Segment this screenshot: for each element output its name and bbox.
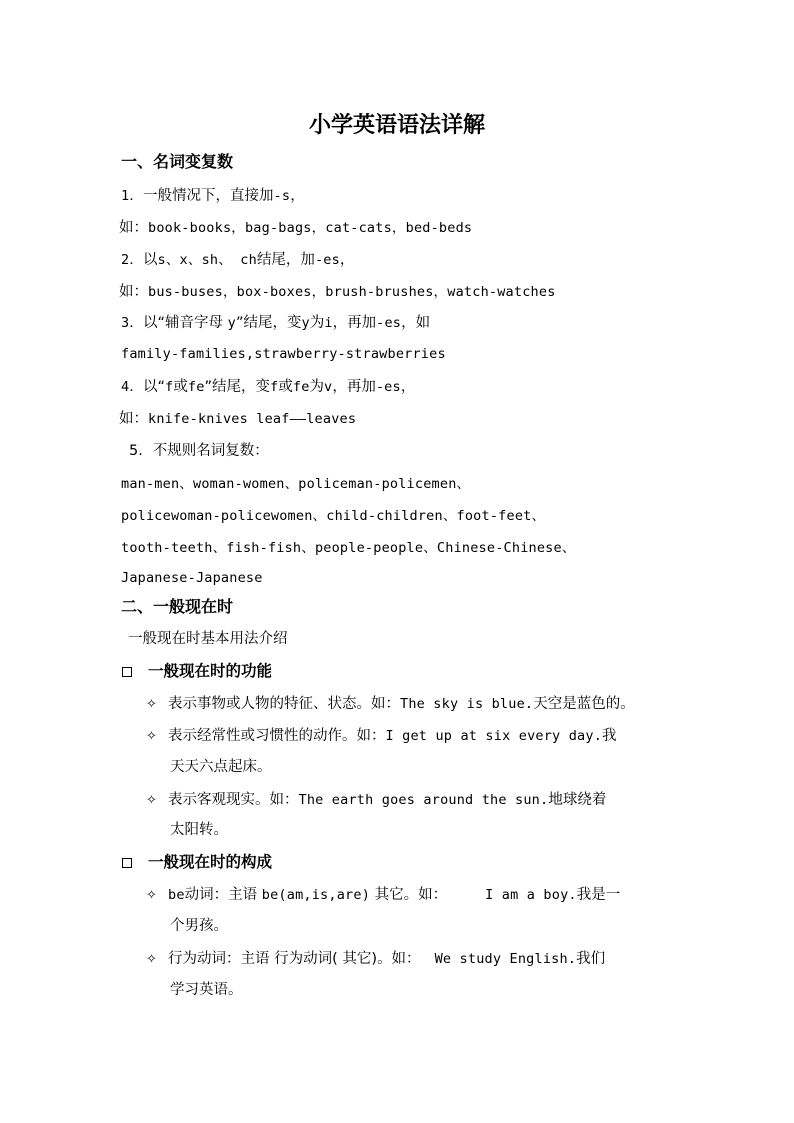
rule-4-e: ”结尾，变 — [204, 379, 271, 395]
form-item-2-a: 行为动词：主语 行为动词 — [168, 951, 333, 967]
rule-4-j: v — [324, 379, 333, 395]
rule-5-number: 5． — [129, 443, 153, 459]
rule-4-number: 4． — [121, 379, 144, 395]
function-item-3-text: 表示客观现实。如： — [168, 792, 299, 808]
document-title: 小学英语语法详解 — [308, 113, 485, 138]
rule-4-f: f — [270, 379, 279, 395]
function-item-2-continuation: 天天六点起床。 — [170, 759, 272, 775]
rule-5-text: 不规则名词复数： — [152, 443, 269, 459]
form-item-2-example: We study English. — [434, 951, 577, 967]
form-item-1-a: be — [168, 887, 185, 903]
form-item-2-continuation: 学习英语。 — [170, 982, 243, 998]
rule-1-example — [119, 218, 472, 238]
rule-3-e: 为 — [309, 315, 325, 331]
form-item-2-c: 其它 — [342, 951, 372, 967]
rule-2-text: 以 — [143, 252, 158, 268]
function-item-2-example: I get up at six every day. — [385, 728, 603, 744]
example-lead: 如： — [119, 411, 148, 427]
rule-2-suffix: -es — [314, 252, 340, 268]
form-item-1-example: I am a boy. — [485, 887, 577, 903]
rule-3-g: ，再加 — [332, 315, 377, 331]
function-item-2 — [146, 726, 617, 747]
rule-3-i: ，如 — [401, 315, 431, 331]
form-item-2-b: ( — [332, 951, 343, 967]
irregular-line: tooth-teeth、fish-fish、people-people、Chinese-Chinese、 — [121, 540, 576, 556]
example-words: knife-knives leaf——leaves — [148, 411, 357, 427]
diamond-bullet-icon: ✧ — [146, 793, 157, 808]
example-lead: 如： — [119, 220, 148, 236]
example-words: bus-buses，box-boxes，brush-brushes，watch-watches — [148, 284, 556, 300]
rule-4-i: 为 — [309, 379, 325, 395]
form-heading: 一般现在时的构成 — [148, 853, 273, 871]
section-1-heading: 一、名词变复数 — [121, 152, 234, 171]
rule-4-k: ，再加 — [332, 379, 376, 395]
function-heading: 一般现在时的功能 — [148, 662, 273, 680]
rule-3-d: y — [301, 315, 310, 331]
section-2-intro: 一般现在时基本用法介绍 — [128, 631, 288, 647]
rule-2-example — [119, 282, 556, 302]
rule-2 — [121, 250, 354, 270]
function-item-2-translation: 我 — [602, 728, 617, 744]
rule-4-c: 或 — [173, 379, 188, 395]
rule-3-f: i — [324, 315, 333, 331]
irregular-line: Japanese-Japanese — [121, 570, 263, 586]
irregular-line: man-men、woman-women、policeman-policemen、 — [121, 476, 471, 492]
form-item-1-d: 其它。如： — [370, 887, 448, 903]
section-2-heading: 二、一般现在时 — [121, 597, 234, 616]
rule-4-b: f — [165, 379, 174, 395]
irregular-line: policewoman-policewomen、child-children、foot-feet、 — [121, 508, 546, 524]
diamond-bullet-icon: ✧ — [146, 697, 157, 712]
form-item-1-continuation: 个男孩。 — [170, 918, 228, 934]
rule-3-number: 3． — [121, 315, 144, 331]
function-item-3-translation: 地球绕着 — [548, 792, 607, 808]
form-item-2 — [146, 949, 605, 970]
rule-1-number: 1． — [121, 188, 144, 204]
diamond-bullet-icon: ✧ — [146, 952, 157, 967]
form-item-1-b: 动词：主语 — [184, 887, 262, 903]
form-item-1 — [146, 885, 620, 906]
rule-3-b: y — [227, 315, 236, 331]
rule-2-tail: ， — [339, 252, 355, 268]
rule-4-d: fe — [187, 379, 205, 395]
rule-1-tail: ， — [290, 188, 305, 204]
rule-2-letters: s、x、sh、 ch — [157, 252, 257, 268]
form-item-1-translation: 我是一 — [576, 887, 621, 903]
rule-4-h: fe — [292, 379, 310, 395]
rule-1 — [121, 186, 305, 206]
form-heading-row — [122, 852, 272, 873]
checkbox-bullet-icon — [122, 858, 132, 868]
form-item-2-d: ) — [371, 951, 378, 967]
form-item-2-e: 。如： — [377, 951, 421, 967]
diamond-bullet-icon: ✧ — [146, 888, 157, 903]
rule-1-suffix: -s — [273, 188, 291, 204]
rule-2-text-2: 结尾，加 — [256, 252, 315, 268]
rule-2-number: 2． — [121, 252, 144, 268]
function-item-3-continuation: 太阳转。 — [170, 822, 228, 838]
form-item-2-translation: 我们 — [576, 951, 606, 967]
form-item-1-c: be(am,is,are) — [261, 887, 371, 903]
function-item-1-translation: 天空是蓝色的。 — [533, 696, 635, 712]
rule-3 — [121, 313, 430, 333]
rule-1-text: 一般情况下，直接加 — [143, 188, 274, 204]
function-item-3-example: The earth goes around the sun. — [298, 792, 549, 808]
function-item-1-text: 表示事物或人物的特征、状态。如： — [168, 696, 400, 712]
rule-3-a: 以“辅音字母 — [143, 315, 228, 331]
function-item-2-text: 表示经常性或习惯性的动作。如： — [168, 728, 386, 744]
rule-4-a: 以“ — [143, 379, 166, 395]
rule-3-c: ”结尾，变 — [235, 315, 302, 331]
rule-3-h: -es — [376, 315, 402, 331]
rule-4-example — [119, 409, 356, 429]
rule-3-example: family-families,strawberry-strawberries — [121, 346, 446, 362]
function-item-1-example: The sky is blue. — [400, 696, 534, 712]
rule-4-g: 或 — [278, 379, 293, 395]
rule-4-l: -es — [375, 379, 401, 395]
example-lead: 如： — [119, 284, 148, 300]
rule-4-m: ， — [400, 379, 416, 395]
function-item-1 — [146, 694, 635, 715]
rule-5 — [129, 441, 269, 461]
rule-4 — [121, 377, 415, 397]
checkbox-bullet-icon — [122, 667, 132, 677]
function-heading-row — [122, 661, 272, 682]
function-item-3 — [146, 790, 606, 811]
example-words: book-books，bag-bags，cat-cats，bed-beds — [148, 220, 473, 236]
diamond-bullet-icon: ✧ — [146, 729, 157, 744]
